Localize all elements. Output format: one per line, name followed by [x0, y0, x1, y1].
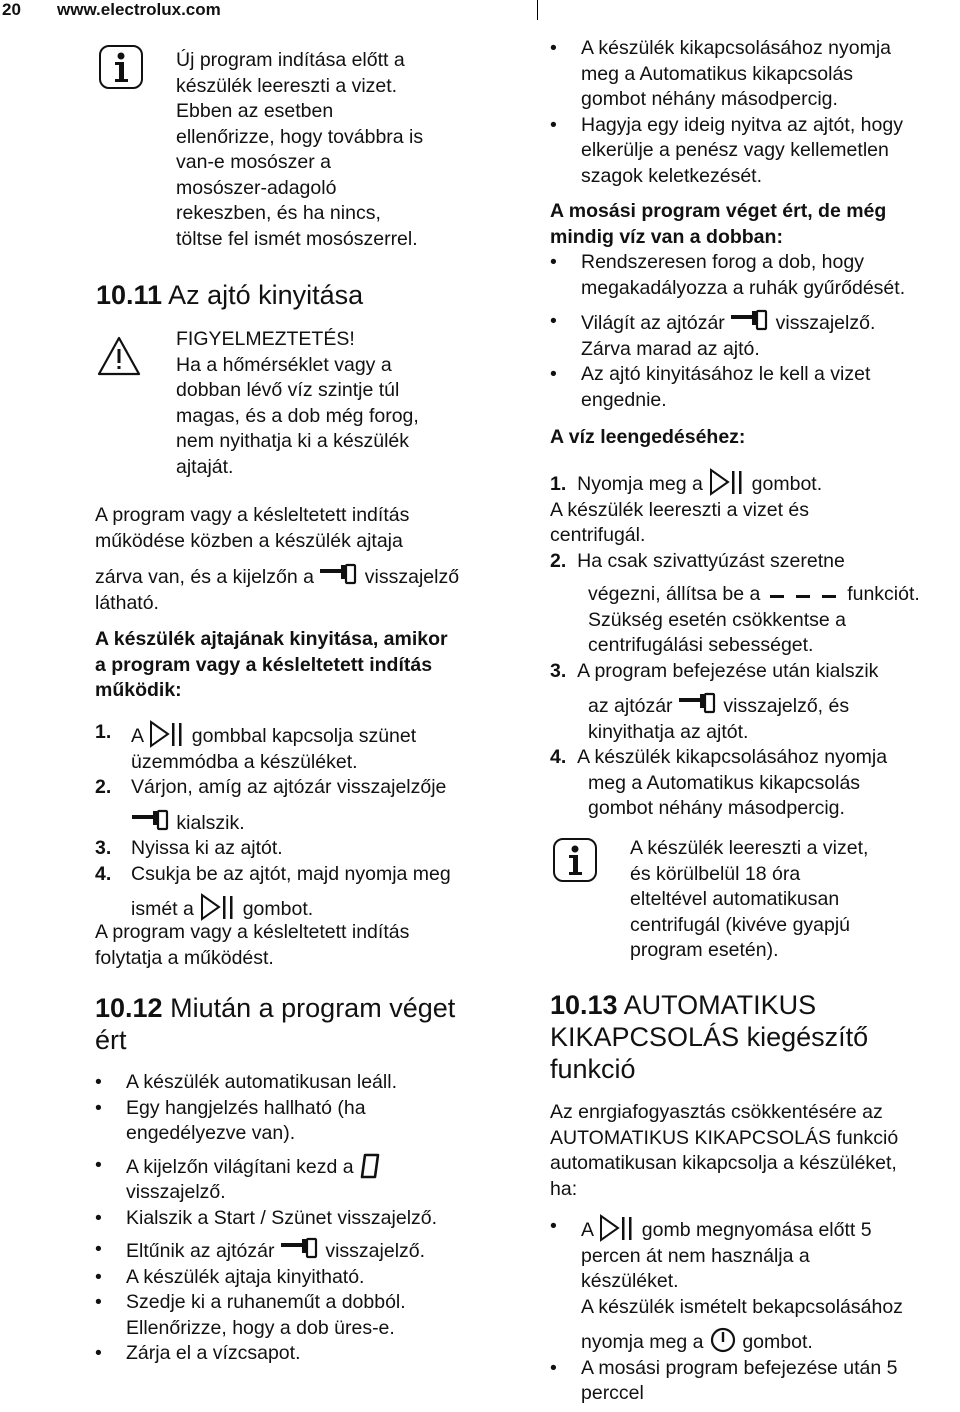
list-item: • Eltűnik az ajtózár visszajelző.	[95, 1237, 525, 1265]
info-note-right: A készülék leereszti a vizet, és körülbelül 18 óra elteltével automatikusan centrifugál (kivéve gyapjú program esetén).	[630, 837, 869, 961]
list-item: • Szedje ki a ruhaneműt a dobból. Ellenőrizze, hogy a dob üres-e.	[95, 1290, 525, 1341]
step-1: 1. A gombbal kapcsolja szünet üzemmódba a készüléket.	[95, 721, 417, 773]
step-2: 2. Várjon, amíg az ajtózár visszajelzője kialszik.	[95, 776, 447, 834]
door-lock-icon	[319, 563, 359, 589]
list-item: • A készülék ajtaja kinyitható.	[95, 1265, 525, 1291]
start-pause-icon	[708, 468, 746, 496]
list-item: • A gomb megnyomása előtt 5 percen át nem használja a készüléket. A készülék ismételt bekapcsolásához nyomja meg a gombot.	[550, 1214, 960, 1356]
header-divider	[537, 0, 538, 20]
list-item: • Egy hangjelzés hallható (ha engedélyezve van).	[95, 1096, 525, 1147]
start-pause-icon	[148, 720, 186, 748]
power-on-off-icon	[709, 1326, 737, 1354]
start-pause-icon	[598, 1214, 636, 1242]
start-pause-icon	[199, 893, 237, 921]
drain-steps: 1. Nyomja meg a gombot. A készülék leereszti a vizet és centrifugál. 2. Ha csak szivattyúzást szeretne végezni, állítsa be a funkciót. Szükség esetén csökkentse a centrifugálási sebességet. 3. A program befejezése után kialszik az ajtózár visszajelző, és kinyithatja az ajtót. 4. A készülék kikapcsolásához nyomja meg a Automatikus kikapcsolás gombot néhány másodpercig.	[550, 460, 960, 822]
list-item: • Rendszeresen forog a dob, hogy megakadályozza a ruhák gyűrődését.	[550, 250, 960, 301]
drain-heading: A víz leengedéséhez:	[550, 426, 746, 448]
info-icon	[552, 837, 598, 883]
info-icon	[98, 44, 144, 90]
list-item: • Kialszik a Start / Szünet visszajelző.	[95, 1206, 525, 1232]
step-3: 3. Nyissa ki az ajtót.	[95, 837, 283, 859]
list-item: • Hagyja egy ideig nyitva az ajtót, hogy elkerülje a penész vagy kellemetlen szagok keletkezését.	[550, 113, 955, 190]
warning-title: FIGYELMEZTETÉS!	[176, 328, 355, 350]
list-item: • Világít az ajtózár visszajelző. Zárva marad az ajtó.	[550, 309, 960, 362]
page-number: 20	[2, 0, 21, 19]
door-locked-paragraph: A program vagy a késleltetett indítás működése közben a készülék ajtaja zárva van, és a kijelzőn a visszajelző látható.	[95, 504, 460, 614]
door-lock-icon	[131, 809, 171, 835]
water-heading: A mosási program véget ért, de még mindig víz van a dobban:	[550, 200, 887, 248]
open-door-heading: A készülék ajtajának kinyitása, amikor a program vagy a késleltetett indítás működik:	[95, 628, 448, 701]
warning-block: FIGYELMEZTETÉS! Ha a hőmérséklet vagy a dobban lévő víz szintje túl magas, és a dob még forog, nem nyithatja ki a készülék ajtaját.	[176, 328, 419, 478]
program-end-list	[95, 1070, 525, 1367]
section-heading-10-13: 10.13 AUTOMATIKUS KIKAPCSOLÁS kiegészítő funkció	[550, 990, 869, 1084]
list-item: • Zárja el a vízcsapot.	[95, 1341, 525, 1367]
info-note: Új program indítása előtt a készülék leereszti a vizet. Ebben az esetben ellenőrizze, hogy továbbra is van-e mosószer a mosószer-adagoló rekeszben, és ha nincs, töltse fel ismét mosószerrel.	[176, 49, 424, 250]
site-url: www.electrolux.com	[57, 0, 221, 19]
right-top-list	[550, 36, 955, 189]
door-lock-icon	[678, 692, 718, 718]
warning-icon	[96, 335, 142, 377]
list-item: • Az ajtó kinyitásához le kell a vizet engednie.	[550, 362, 960, 413]
door-lock-icon	[280, 1237, 320, 1263]
dash-indicator-icon	[766, 586, 842, 606]
open-door-steps	[95, 720, 525, 923]
auto-off-paragraph: Az enrgiafogyasztás csökkentésére az AUTOMATIKUS KIKAPCSOLÁS funkció automatikusan kikapcsolja a készüléket, ha:	[550, 1101, 899, 1200]
resume-paragraph: A program vagy a késleltetett indítás folytatja a működést.	[95, 921, 410, 969]
list-item: • A készülék kikapcsolásához nyomja meg a Automatikus kikapcsolás gombot néhány másodpercig.	[550, 36, 955, 113]
zero-digit-icon	[359, 1153, 381, 1179]
list-item: • A mosási program befejezése után 5 perccel	[550, 1356, 960, 1407]
section-heading-10-12: 10.12 Miután a program véget ért	[95, 993, 456, 1055]
door-lock-icon	[730, 309, 770, 335]
step-1: 1. Nyomja meg a gombot.	[550, 468, 960, 498]
step-4: 4. Csukja be az ajtót, majd nyomja meg ismét a gombot.	[95, 862, 451, 920]
section-heading-10-11: 10.11 Az ajtó kinyitása	[96, 280, 364, 310]
list-item: • A kijelzőn világítani kezd a visszajelző.	[95, 1153, 525, 1206]
list-item: • A készülék automatikusan leáll.	[95, 1070, 525, 1096]
water-list	[550, 250, 960, 413]
auto-off-list	[550, 1214, 960, 1407]
